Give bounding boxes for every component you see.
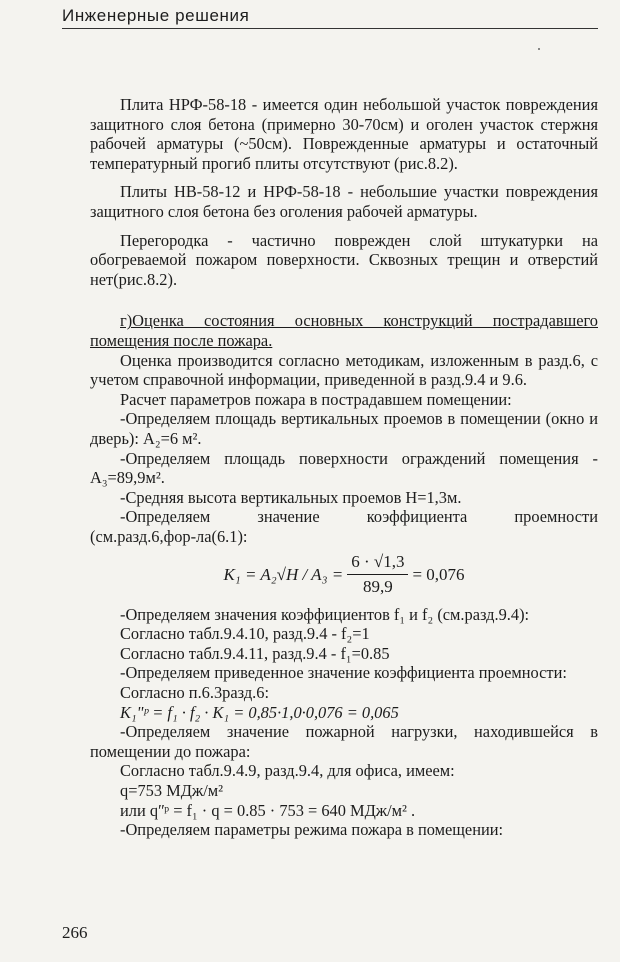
paragraph-coefficients-f: -Определяем значения коэффициентов f₁ и f₂ (см.разд.9.4): — [120, 604, 530, 624]
paragraph-area-openings: -Определяем площадь вертикальных проемов в помещении (окно и дверь): A₂=6 м². — [90, 409, 598, 448]
speck — [538, 48, 540, 50]
paragraph-slab-nrf: Плита НРФ-58-18 - имеется один небольшой участок повреждения защитного слоя бетона (примерно 30-70см) и оголен участок стержня рабочей арматуры (~50см). Поврежденные арматуры и остаточный температурный прогиб плиты отсутствуют (рис.8.2). — [90, 95, 598, 173]
formula-q-reduced: или qʺᵖ = f₁ · q = 0.85 · 753 = 640 МДж/м² . — [120, 800, 416, 820]
paragraph-area-surfaces: -Определяем площадь поверхности ограждений помещения -A₃=89,9м². — [90, 448, 598, 488]
section-heading: г)Оценка состояния основных конструкций пострадавшего помещения после пожара. — [90, 311, 598, 350]
formula-numerator: 6 · √1,3 — [347, 552, 408, 575]
paragraph-q-value: q=753 МДж/м² — [120, 781, 224, 800]
paragraph-clause-6-3: Согласно п.6.3разд.6: — [120, 683, 270, 703]
paragraph-f1: Согласно табл.9.4.11, разд.9.4 - f₁=0.85 — [120, 643, 390, 663]
paragraph-fire-load: -Определяем значение пожарной нагрузки, находившейся в помещении до пожара: — [90, 722, 598, 761]
formula-rhs: = 0,076 — [412, 564, 465, 584]
formula-denominator: 89,9 — [362, 577, 393, 597]
paragraph-reduced-coefficient: -Определяем приведенное значение коэффициента проемности: — [120, 663, 567, 683]
paragraph-coefficient-line2: (см.разд.6,фор-ла(6.1): — [90, 526, 248, 546]
paragraph-height: -Средняя высота вертикальных проемов H=1,3м. — [120, 487, 462, 507]
paragraph-method: Оценка производится согласно методикам, изложенным в разд.6, с учетом справочной информации, приведенной в разд.9.4 и 9.6. — [90, 350, 598, 390]
paragraph-office-table: Согласно табл.9.4.9, разд.9.4, для офиса, имеем: — [120, 761, 455, 781]
formula-lhs: K₁ = A₂√H / A₃ = — [223, 564, 344, 584]
paragraph-partition: Перегородка - частично поврежден слой штукатурки на обогреваемой пожаром поверхности. Сквозных трещин и отверстий нет(рис.8.2). — [90, 230, 598, 289]
running-header: Инженерные решения — [62, 6, 598, 29]
paragraph-f2: Согласно табл.9.4.10, разд.9.4 - f₂=1 — [120, 624, 370, 644]
paragraph-calc-intro: Расчет параметров пожара в пострадавшем помещении: — [120, 389, 512, 409]
paragraph-slabs-nv: Плиты НВ-58-12 и НРФ-58-18 - небольшие участки повреждения защитного слоя бетона без оголения рабочей арматуры. — [90, 182, 598, 221]
page-body — [90, 95, 598, 840]
formula-k1 — [90, 552, 598, 596]
paragraph-fire-regime: -Определяем параметры режима пожара в помещении: — [120, 820, 504, 840]
paragraph-coefficient-line1: -Определяем значение коэффициента проемности — [120, 507, 598, 527]
formula-fraction — [347, 552, 408, 596]
page-number: 266 — [62, 923, 88, 942]
formula-k1-reduced: K₁ʺᵖ = f₁ · f₂ · K₁ = 0,85·1,0·0,076 = 0,065 — [120, 702, 399, 722]
